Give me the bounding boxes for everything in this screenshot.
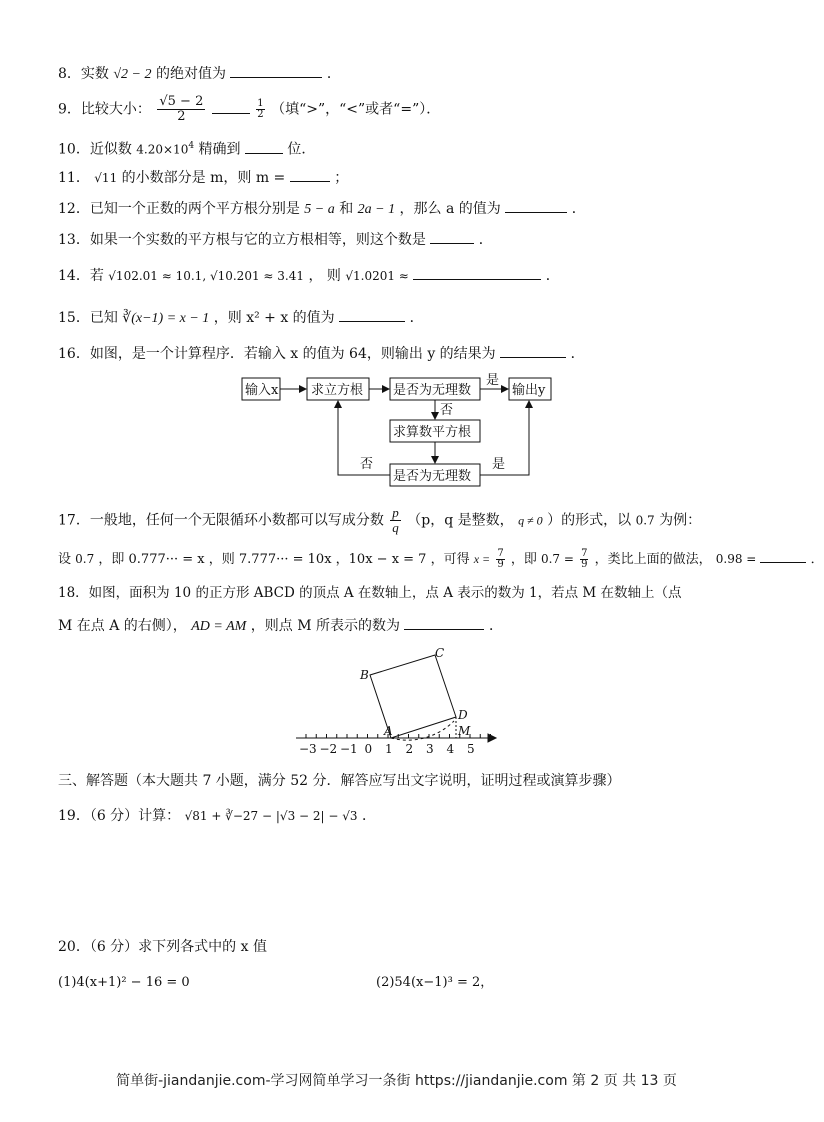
question-19: 19．（6 分）计算： √81 + ∛−27 − |√3 − 2| − √3 ． <box>58 808 376 824</box>
label-c: C <box>435 646 445 660</box>
question-16: 16．如图，是一个计算程序．若输入 x 的值为 64，则输出 y 的结果为 ． <box>58 343 585 364</box>
page-footer: 简单街-jiandanjie.com-学习网简单学习一条街 https://jiandanjie.com 第 2 页 共 13 页 <box>116 1073 677 1089</box>
answer-blank[interactable] <box>760 548 806 563</box>
tick-label: 3 <box>426 742 434 756</box>
tick-label: −2 <box>319 742 338 756</box>
answer-blank[interactable] <box>212 99 250 114</box>
q8-expression: √2 − 2 <box>113 67 152 82</box>
flow-sqrt-label: 求算数平方根 <box>393 425 472 440</box>
question-20-part-1: (1)4(x+1)² − 16 = 0 <box>58 975 190 990</box>
flow-irr2-label: 是否为无理数 <box>393 469 472 484</box>
answer-blank[interactable] <box>290 167 330 182</box>
q9-fraction: $\frac{√5 - 2}{2}$ <box>159 94 204 124</box>
label-b: B <box>360 668 369 682</box>
answer-blank[interactable] <box>505 198 567 213</box>
flow-yes2: 是 <box>492 457 506 472</box>
flow-input-label: 输入x <box>245 383 279 398</box>
question-17-line-2: 设 0.7 ，即 0.777··· = x ，则 7.777··· = 10x ，10x − x = 7 ，可得 x = $\frac{7}{9}$ ，即 0.7 = $\frac{7}{9}$ ，类比上面的做法， 0.98 = ． <box>58 548 824 570</box>
question-15: 15．已知 ∛(x−1) = x − 1 ，则 x² + x 的值为 ． <box>58 307 424 329</box>
answer-blank[interactable] <box>413 265 541 280</box>
flow-output-label: 输出y <box>512 383 546 398</box>
flow-yes1: 是 <box>486 373 500 388</box>
question-13: 13．如果一个实数的平方根与它的立方根相等，则这个数是 ． <box>58 229 493 250</box>
square-number-line-figure <box>290 645 505 760</box>
question-9: 9．比较大小： $\frac{√5 - 2}{2}$ $\frac{1}{2}$ （填“>”，“<”或者“=”）． <box>58 94 441 124</box>
question-14: 14．若 √102.01 ≈ 10.1, √10.201 ≈ 3.41 ， 则 √1.0201 ≈ ． <box>58 265 560 286</box>
flowchart <box>230 372 570 492</box>
question-20-part-2: (2)54(x−1)³ = 2， <box>376 975 494 990</box>
label-m: M <box>458 724 471 738</box>
question-18-line-1: 18．如图，面积为 10 的正方形 ABCD 的顶点 A 在数轴上，点 A 表示的数为 1，若点 M 在数轴上（点 <box>58 585 682 601</box>
question-10: 10．近似数 $4.20\times 10^4$ 精确到 位． <box>58 136 315 160</box>
flow-irr1-label: 是否为无理数 <box>393 383 472 398</box>
q9-half: $\frac{1}{2}$ <box>257 98 264 120</box>
question-18-line-2: M 在点 A 的右侧）， AD = AM ，则点 M 所表示的数为 ． <box>58 615 503 637</box>
label-a: A <box>384 724 393 738</box>
arc-ad <box>391 721 454 740</box>
answer-blank[interactable] <box>500 343 566 358</box>
tick-label: 2 <box>405 742 414 756</box>
flow-cube-label: 求立方根 <box>311 383 364 398</box>
answer-blank[interactable] <box>404 615 484 630</box>
question-12: 12．已知一个正数的两个平方根分别是 5 − a 和 2a − 1 ，那么 a 的值为 ． <box>58 198 586 220</box>
tick-label: −3 <box>299 742 317 756</box>
tick-label: 1 <box>385 742 393 756</box>
flow-no1: 否 <box>440 403 454 418</box>
answer-blank[interactable] <box>430 229 474 244</box>
question-20: 20．（6 分）求下列各式中的 x 值 <box>58 939 267 955</box>
answer-blank[interactable] <box>339 307 405 322</box>
tick-label: 0 <box>364 742 373 756</box>
section-3-heading: 三、解答题（本大题共 7 小题，满分 52 分．解答应写出文字说明，证明过程或演算步骤） <box>58 773 621 789</box>
question-17-line-1: 17．一般地，任何一个无限循环小数都可以写成分数 $\frac{p}{q}$ （p，q 是整数， q ≠ 0 ）的形式，以 0.7 为例： <box>58 505 702 535</box>
question-11: 11． √11 的小数部分是 m，则 m = ； <box>58 167 348 188</box>
tick-label: 4 <box>446 742 455 756</box>
square-abcd <box>370 655 456 738</box>
tick-label: −1 <box>340 742 358 756</box>
number-line-arrow <box>488 734 496 742</box>
answer-blank[interactable] <box>230 63 322 78</box>
label-d: D <box>458 708 468 722</box>
answer-blank[interactable] <box>245 139 283 154</box>
question-8: 8．实数 √2 − 2 的绝对值为 ． <box>58 63 341 85</box>
tick-label: 5 <box>467 742 475 756</box>
flow-no2: 否 <box>360 457 374 472</box>
